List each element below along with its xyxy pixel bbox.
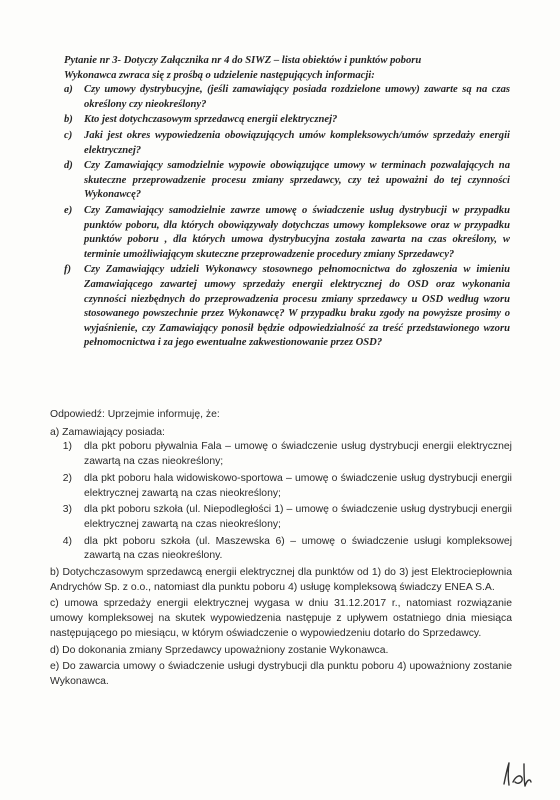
- answer-a-text: dla pkt poboru szkoła (ul. Niepodległości 1) – umowę o świadczenie usług dystrybucji energii elektrycznej zawartą na czas nieokreślony;: [84, 504, 512, 530]
- question-intro: Wykonawca zwraca się z prośbą o udzielenie następujących informacji:: [64, 69, 375, 81]
- question-item-b: [64, 113, 510, 128]
- answer-a-list: [50, 440, 512, 564]
- answer-a-text: dla pkt poboru szkoła (ul. Maszewska 6) – umowę o świadczenie usługi kompleksowej zawartą na czas nieokreślony.: [84, 535, 512, 562]
- answer-a-text: dla pkt poboru pływalnia Fala – umowę o świadczenie usług dystrybucji energii elektrycznej zawartą na czas nieokreślony;: [84, 441, 512, 468]
- question-marker: c): [64, 129, 73, 141]
- question-section: [64, 54, 510, 351]
- question-marker: d): [64, 160, 73, 172]
- handwritten-signature: [500, 760, 534, 788]
- question-item-d: [64, 159, 510, 203]
- question-marker: f): [64, 264, 72, 276]
- answer-a-item: [50, 440, 512, 469]
- answer-a-text: dla pkt poboru hala widowiskowo-sportowa – umowę o świadczenie usług dystrybucji energii elektrycznej zawartą na czas nieokreślony;: [84, 472, 512, 499]
- answer-a-marker: 3): [62, 504, 72, 516]
- question-text: Kto jest dotychczasowym sprzedawcą energii elektrycznej?: [84, 114, 338, 126]
- answer-a-marker: 2): [62, 472, 72, 484]
- question-marker: a): [64, 84, 73, 96]
- question-text: Czy umowy dystrybucyjne, (jeśli zamawiający posiada rozdzielone umowy) zawarte są na czas określony czy nieokreślony?: [84, 84, 510, 110]
- answer-a-item: [50, 472, 512, 501]
- question-text: Czy Zamawiający samodzielnie zawrze umowę o świadczenie usług dystrybucji w przypadku punktów poboru, dla których obowiązywały dotychczas umowy kompleksowe oraz w przypadku punktów poboru , dla których umowa dystrybucyjna została zawarta na czas określony, w terminie umożliwiającym skuteczne przeprowadzenie procedury zmiany Sprzedawcy?: [84, 204, 510, 260]
- question-marker: b): [64, 114, 73, 126]
- answer-a-item: [50, 503, 512, 532]
- answer-a-label: a) Zamawiający posiada:: [50, 426, 165, 438]
- answer-a-marker: 4): [62, 535, 72, 547]
- answer-b: b) Dotychczasowym sprzedawcą energii elektrycznej dla punktów od 1) do 3) jest Elektrociepłownia Andrychów Sp. z o.o., natomiast dla punktu poboru 4) usługę kompleksową świadczy ENEA S.A.: [50, 567, 512, 593]
- question-item-f: [64, 263, 510, 351]
- question-item-e: [64, 204, 510, 262]
- answer-e: e) Do zawarcia umowy o świadczenie usługi dystrybucji dla punktu poboru 4) upoważniony zostanie Wykonawca.: [50, 661, 512, 687]
- answer-a-marker: 1): [62, 441, 72, 453]
- answer-a-item: [50, 535, 512, 564]
- question-text: Jaki jest okres wypowiedzenia obowiązujących umów kompleksowych/umów sprzedaży energii elektrycznej?: [84, 129, 510, 156]
- question-item-a: [64, 83, 510, 112]
- question-text: Czy Zamawiający samodzielnie wypowie obowiązujące umowy w terminach pozwalających na skuteczne przeprowadzenie procesu zmiany sprzedawcy, czy też upoważni do tej czynności Wykonawcę?: [84, 160, 510, 201]
- question-title: Pytanie nr 3- Dotyczy Załącznika nr 4 do SIWZ – lista obiektów i punktów poboru: [64, 55, 422, 66]
- answer-c: c) umowa sprzedaży energii elektrycznej wygasa w dniu 31.12.2017 r., natomiast rozwiązanie umowy kompleksowej na skutek wypowiedzenia następuje z upływem ostatniego dnia miesiąca następującego po miesiącu, w którym oświadczenie o wypowiedzeniu dotarło do Sprzedawcy.: [50, 598, 512, 639]
- answer-section: [50, 408, 512, 692]
- question-marker: e): [64, 204, 73, 216]
- question-text: Czy Zamawiający udzieli Wykonawcy stosownego pełnomocnictwa do zgłoszenia w imieniu Zamawiającego zawartej umowy sprzedaży energii elektrycznej do OSD oraz wykonania czynności niezbędnych do przeprowadzenia procesu zmiany sprzedawcy u OSD według wzoru stosowanego powszechnie przez Wykonawcę? W przypadku braku zgody na powyższe prosimy o wyjaśnienie, czy Zamawiający ponosił będzie odpowiedzialność za treść przedstawionego wzoru pełnomocnictwa i za jego ewentualne zakwestionowanie przez OSD?: [84, 264, 510, 349]
- answer-intro: Odpowiedź: Uprzejmie informuję, że:: [50, 409, 220, 420]
- question-list: [64, 83, 510, 351]
- answer-d: d) Do dokonania zmiany Sprzedawcy upoważniony zostanie Wykonawca.: [50, 644, 389, 656]
- question-item-c: [64, 129, 510, 158]
